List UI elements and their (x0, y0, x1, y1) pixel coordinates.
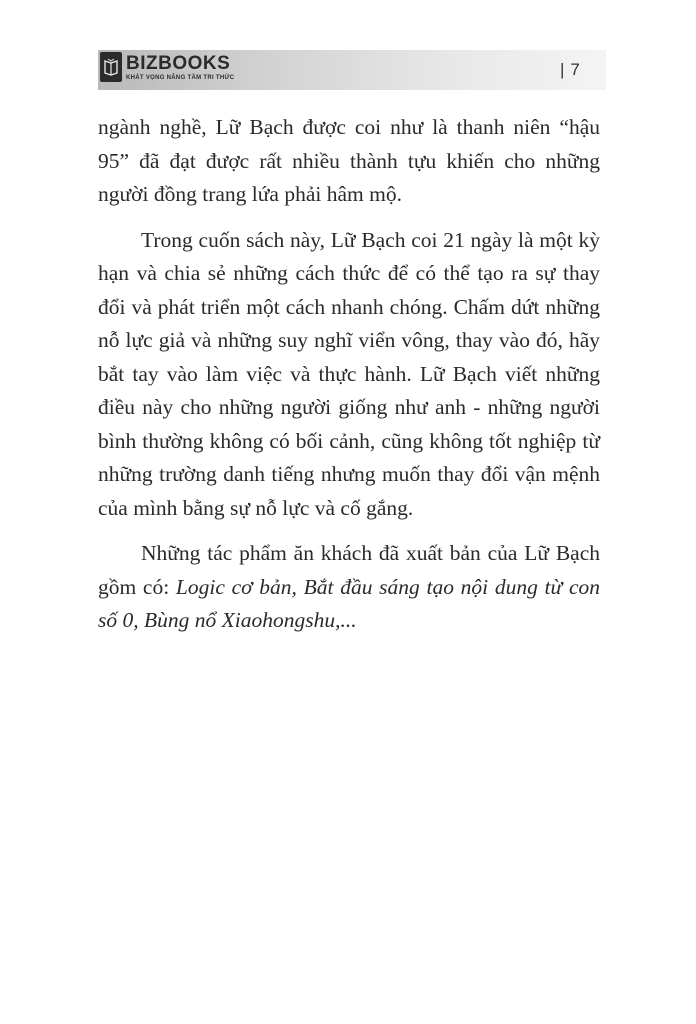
open-book-icon (100, 52, 122, 82)
bizbooks-logo (100, 52, 234, 82)
paragraph-2: Trong cuốn sách này, Lữ Bạch coi 21 ngày là một kỳ hạn và chia sẻ những cách thức để có thể tạo ra sự thay đổi và phát triển một cách nhanh chóng. Chấm dứt những nỗ lực giả và những suy nghĩ viển vông, thay vào đó, hãy bắt tay vào làm việc và thực hành. Lữ Bạch viết những điều này cho những người giống như anh - những người bình thường không có bối cảnh, cũng không tốt nghiệp từ những trường danh tiếng nhưng muốn thay đổi vận mệnh của mình bằng sự nỗ lực và cố gắng. (98, 227, 600, 520)
logo-tagline: KHÁT VỌNG NÂNG TẦM TRI THỨC (126, 74, 235, 81)
page-number (560, 60, 580, 80)
paragraph-3 (98, 537, 600, 638)
paragraph-3-lead: Những tác phẩm ăn khách đã xuất bản của Lữ Bạch gồm có: (98, 541, 600, 599)
paragraph-1: ngành nghề, Lữ Bạch được coi như là thanh niên “hậu 95” đã đạt được rất nhiều thành tựu khiến cho những người đồng trang lứa phải hâm mộ. (98, 115, 600, 206)
page-body (98, 111, 600, 638)
page-number-value: 7 (570, 60, 580, 79)
page-number-separator: | (560, 60, 565, 79)
logo-brand: BIZBOOKS (126, 52, 231, 74)
paragraph-3-book-titles: Logic cơ bản, Bắt đầu sáng tạo nội dung từ con số 0, Bùng nổ Xiaohongshu,... (98, 574, 600, 632)
